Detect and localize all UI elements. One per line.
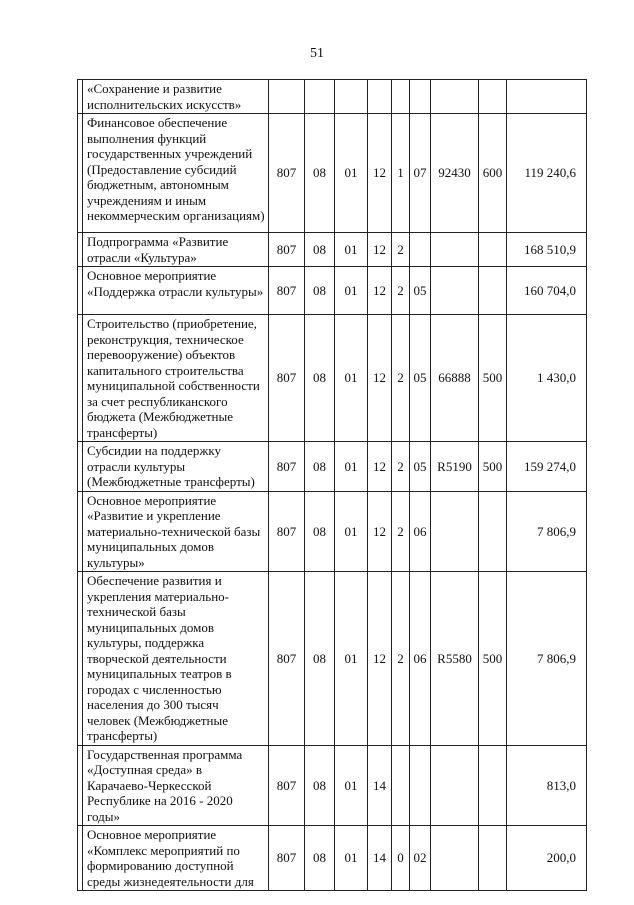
row-name: Основное мероприятие «Развитие и укрепление материально-технической базы муниципальных домов культуры» bbox=[83, 491, 269, 572]
code-program: 12 bbox=[368, 491, 392, 572]
code-section: 08 bbox=[305, 267, 335, 315]
code-subsection: 01 bbox=[335, 572, 368, 746]
code-measure bbox=[410, 233, 431, 267]
code-expense-type bbox=[479, 233, 507, 267]
table-row bbox=[78, 315, 587, 442]
code-section: 08 bbox=[305, 442, 335, 492]
code-subsection: 01 bbox=[335, 826, 368, 891]
row-name: Обеспечение развития и укрепления материально-технической базы муниципальных домов культуры, поддержка творческой деятельности муниципальных театров в городах с численностью населения до 300 тысяч человек (Межбюджетные трансферты) bbox=[83, 572, 269, 746]
code-subsection: 01 bbox=[335, 745, 368, 826]
row-sum: 1 430,0 bbox=[507, 315, 587, 442]
code-expense-type bbox=[479, 80, 507, 114]
code-expense-type: 500 bbox=[479, 442, 507, 492]
row-sum: 7 806,9 bbox=[507, 491, 587, 572]
table-row bbox=[78, 442, 587, 492]
row-name: «Сохранение и развитие исполнительских искусств» bbox=[83, 80, 269, 114]
row-sum: 813,0 bbox=[507, 745, 587, 826]
code-section: 08 bbox=[305, 491, 335, 572]
table-row bbox=[78, 745, 587, 826]
row-name: Основное мероприятие «Поддержка отрасли культуры» bbox=[83, 267, 269, 315]
code-subsection: 01 bbox=[335, 233, 368, 267]
code-ministry: 807 bbox=[269, 315, 305, 442]
row-sum: 200,0 bbox=[507, 826, 587, 891]
table-row bbox=[78, 491, 587, 572]
code-expense-type bbox=[479, 826, 507, 891]
code-direction bbox=[431, 826, 479, 891]
code-program: 12 bbox=[368, 442, 392, 492]
code-subprogram: 2 bbox=[392, 315, 410, 442]
code-section: 08 bbox=[305, 315, 335, 442]
code-subprogram bbox=[392, 745, 410, 826]
code-measure: 02 bbox=[410, 826, 431, 891]
code-ministry bbox=[269, 80, 305, 114]
code-expense-type bbox=[479, 745, 507, 826]
code-ministry: 807 bbox=[269, 745, 305, 826]
code-program: 14 bbox=[368, 745, 392, 826]
code-subprogram: 2 bbox=[392, 233, 410, 267]
code-subprogram: 0 bbox=[392, 826, 410, 891]
table-row bbox=[78, 826, 587, 891]
code-section: 08 bbox=[305, 745, 335, 826]
code-expense-type bbox=[479, 491, 507, 572]
row-sum bbox=[507, 80, 587, 114]
code-ministry: 807 bbox=[269, 572, 305, 746]
row-name: Подпрограмма «Развитие отрасли «Культура» bbox=[83, 233, 269, 267]
row-name: Строительство (приобретение, реконструкция, техническое перевооружение) объектов капитального строительства муниципальной собственности за счет республиканского бюджета (Межбюджетные трансферты) bbox=[83, 315, 269, 442]
row-sum: 7 806,9 bbox=[507, 572, 587, 746]
code-direction: 66888 bbox=[431, 315, 479, 442]
code-expense-type: 600 bbox=[479, 114, 507, 233]
code-direction bbox=[431, 267, 479, 315]
code-measure: 05 bbox=[410, 267, 431, 315]
page-number: 51 bbox=[310, 46, 324, 61]
code-direction bbox=[431, 80, 479, 114]
code-direction bbox=[431, 745, 479, 826]
table-body bbox=[78, 80, 587, 891]
row-name: Субсидии на поддержку отрасли культуры (Межбюджетные трансферты) bbox=[83, 442, 269, 492]
code-ministry: 807 bbox=[269, 491, 305, 572]
row-name: Финансовое обеспечение выполнения функций государственных учреждений (Предоставление субсидий бюджетным, автономным учреждениям и иным некоммерческим организациям) bbox=[83, 114, 269, 233]
code-ministry: 807 bbox=[269, 114, 305, 233]
code-program: 14 bbox=[368, 826, 392, 891]
row-name: Основное мероприятие «Комплекс мероприятий по формированию доступной среды жизнедеятельности для bbox=[83, 826, 269, 891]
table-row bbox=[78, 572, 587, 746]
code-section: 08 bbox=[305, 826, 335, 891]
code-expense-type: 500 bbox=[479, 572, 507, 746]
table-row bbox=[78, 233, 587, 267]
code-subprogram: 2 bbox=[392, 491, 410, 572]
code-measure: 06 bbox=[410, 572, 431, 746]
code-subprogram: 2 bbox=[392, 442, 410, 492]
table-row bbox=[78, 114, 587, 233]
code-subprogram bbox=[392, 80, 410, 114]
code-subprogram: 2 bbox=[392, 267, 410, 315]
code-measure: 05 bbox=[410, 315, 431, 442]
code-subsection bbox=[335, 80, 368, 114]
code-measure: 06 bbox=[410, 491, 431, 572]
code-subprogram: 2 bbox=[392, 572, 410, 746]
code-section: 08 bbox=[305, 114, 335, 233]
row-sum: 119 240,6 bbox=[507, 114, 587, 233]
code-program bbox=[368, 80, 392, 114]
code-subsection: 01 bbox=[335, 267, 368, 315]
code-program: 12 bbox=[368, 572, 392, 746]
code-direction bbox=[431, 491, 479, 572]
code-expense-type: 500 bbox=[479, 315, 507, 442]
code-subsection: 01 bbox=[335, 491, 368, 572]
code-section bbox=[305, 80, 335, 114]
table-row bbox=[78, 267, 587, 315]
code-expense-type bbox=[479, 267, 507, 315]
code-ministry: 807 bbox=[269, 442, 305, 492]
code-ministry: 807 bbox=[269, 826, 305, 891]
code-direction: R5190 bbox=[431, 442, 479, 492]
code-subsection: 01 bbox=[335, 442, 368, 492]
table-row bbox=[78, 80, 587, 114]
row-sum: 159 274,0 bbox=[507, 442, 587, 492]
code-program: 12 bbox=[368, 114, 392, 233]
code-subsection: 01 bbox=[335, 315, 368, 442]
code-direction: R5580 bbox=[431, 572, 479, 746]
code-program: 12 bbox=[368, 315, 392, 442]
code-ministry: 807 bbox=[269, 233, 305, 267]
row-sum: 168 510,9 bbox=[507, 233, 587, 267]
code-measure bbox=[410, 80, 431, 114]
row-sum: 160 704,0 bbox=[507, 267, 587, 315]
code-measure: 07 bbox=[410, 114, 431, 233]
code-section: 08 bbox=[305, 572, 335, 746]
code-ministry: 807 bbox=[269, 267, 305, 315]
code-direction bbox=[431, 233, 479, 267]
code-program: 12 bbox=[368, 233, 392, 267]
code-measure: 05 bbox=[410, 442, 431, 492]
code-subsection: 01 bbox=[335, 114, 368, 233]
code-program: 12 bbox=[368, 267, 392, 315]
row-name: Государственная программа «Доступная среда» в Карачаево-Черкесской Республике на 2016 - 2020 годы» bbox=[83, 745, 269, 826]
code-direction: 92430 bbox=[431, 114, 479, 233]
code-measure bbox=[410, 745, 431, 826]
code-section: 08 bbox=[305, 233, 335, 267]
budget-table bbox=[77, 79, 587, 891]
code-subprogram: 1 bbox=[392, 114, 410, 233]
